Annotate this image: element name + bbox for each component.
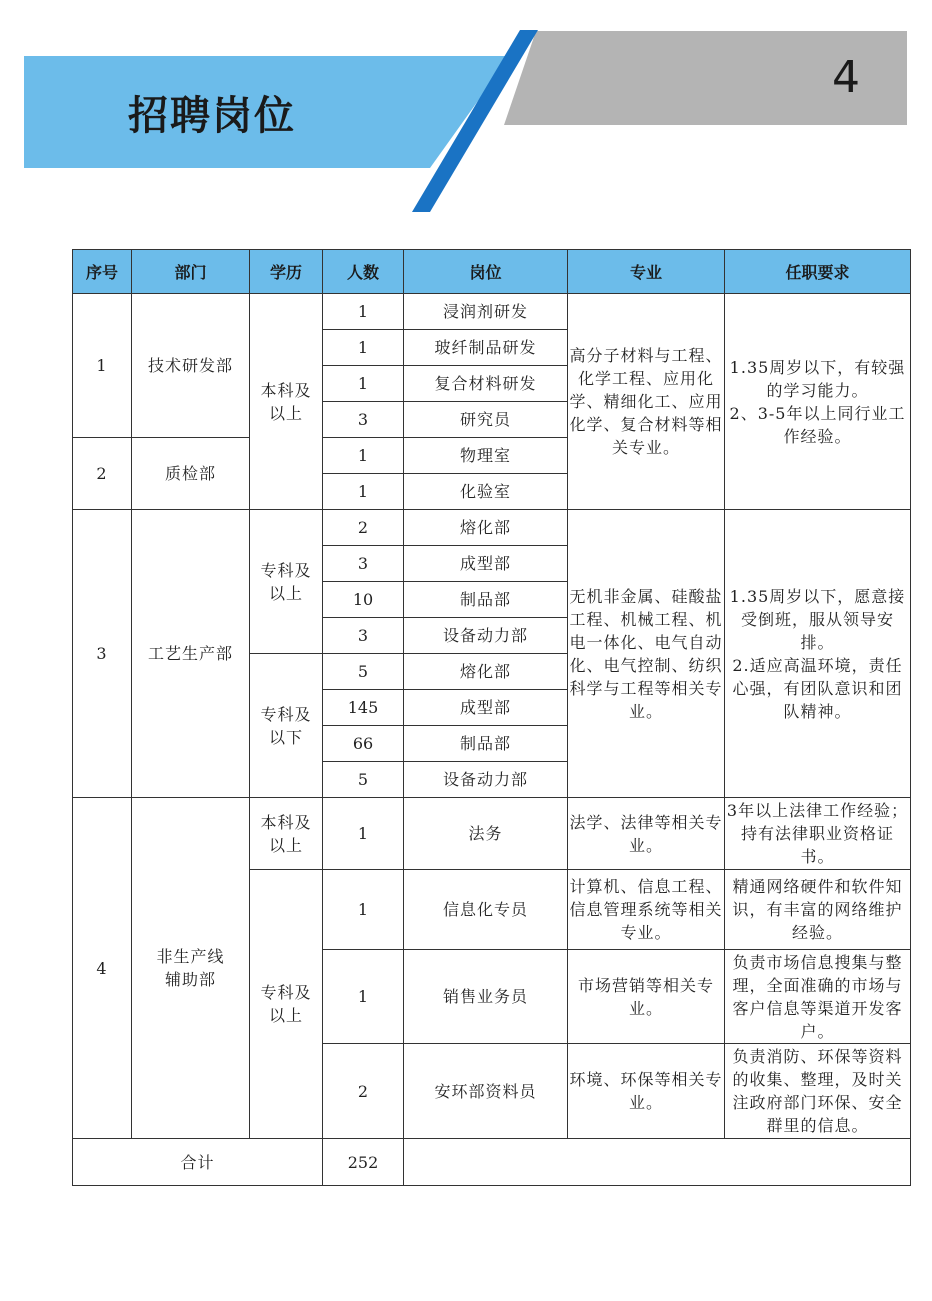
- recruitment-table: [72, 249, 911, 1186]
- seq-cell: 2: [73, 438, 132, 510]
- post-cell: 复合材料研发: [404, 366, 568, 402]
- post-cell: 熔化部: [404, 654, 568, 690]
- table-header-row: [73, 250, 911, 294]
- count-cell: 10: [323, 582, 404, 618]
- count-cell: 1: [323, 798, 404, 870]
- count-cell: 66: [323, 726, 404, 762]
- post-cell: 信息化专员: [404, 870, 568, 950]
- header-major: 专业: [568, 250, 725, 294]
- post-cell: 法务: [404, 798, 568, 870]
- count-cell: 3: [323, 546, 404, 582]
- post-cell: 物理室: [404, 438, 568, 474]
- post-cell: 熔化部: [404, 510, 568, 546]
- page-title: 招聘岗位: [128, 93, 296, 139]
- req-cell: 负责消防、环保等资料的收集、整理，及时关注政府部门环保、安全群里的信息。: [725, 1044, 911, 1139]
- edu-cell: 专科及以上: [250, 870, 323, 1139]
- count-cell: 145: [323, 690, 404, 726]
- count-cell: 1: [323, 438, 404, 474]
- req-cell: 精通网络硬件和软件知识，有丰富的网络维护经验。: [725, 870, 911, 950]
- dept-cell: 质检部: [132, 438, 250, 510]
- post-cell: 浸润剂研发: [404, 294, 568, 330]
- header-dept: 部门: [132, 250, 250, 294]
- count-cell: 1: [323, 870, 404, 950]
- page-number: 4: [832, 52, 860, 103]
- table-total-row: [73, 1139, 911, 1186]
- req-cell: 1.35周岁以下，愿意接受倒班，服从领导安排。 2.适应高温环境，责任心强，有团队意识和团队精神。: [725, 510, 911, 798]
- count-cell: 1: [323, 950, 404, 1044]
- count-cell: 2: [323, 510, 404, 546]
- post-cell: 成型部: [404, 546, 568, 582]
- post-cell: 制品部: [404, 726, 568, 762]
- edu-cell: 专科及以下: [250, 654, 323, 798]
- dept-cell: 技术研发部: [132, 294, 250, 438]
- post-cell: 销售业务员: [404, 950, 568, 1044]
- header-banner: [0, 0, 932, 230]
- seq-cell: 1: [73, 294, 132, 438]
- table-row: [73, 798, 911, 870]
- edu-cell: 专科及以上: [250, 510, 323, 654]
- major-cell: 法学、法律等相关专业。: [568, 798, 725, 870]
- header-seq: 序号: [73, 250, 132, 294]
- table-row: [73, 294, 911, 330]
- count-cell: 2: [323, 1044, 404, 1139]
- header-post: 岗位: [404, 250, 568, 294]
- edu-cell: 本科及以上: [250, 294, 323, 510]
- major-cell: 环境、环保等相关专业。: [568, 1044, 725, 1139]
- dept-cell: 工艺生产部: [132, 510, 250, 798]
- edu-cell: 本科及以上: [250, 798, 323, 870]
- req-cell: 3年以上法律工作经验；持有法律职业资格证书。: [725, 798, 911, 870]
- seq-cell: 3: [73, 510, 132, 798]
- post-cell: 安环部资料员: [404, 1044, 568, 1139]
- count-cell: 1: [323, 474, 404, 510]
- count-cell: 5: [323, 762, 404, 798]
- count-cell: 1: [323, 294, 404, 330]
- post-cell: 研究员: [404, 402, 568, 438]
- major-cell: 高分子材料与工程、化学工程、应用化学、精细化工、应用化学、复合材料等相关专业。: [568, 294, 725, 510]
- count-cell: 1: [323, 366, 404, 402]
- header-req: 任职要求: [725, 250, 911, 294]
- post-cell: 设备动力部: [404, 762, 568, 798]
- post-cell: 化验室: [404, 474, 568, 510]
- major-cell: 无机非金属、硅酸盐工程、机械工程、机电一体化、电气自动化、电气控制、纺织科学与工程等相关专业。: [568, 510, 725, 798]
- table-row: [73, 510, 911, 546]
- header-edu: 学历: [250, 250, 323, 294]
- post-cell: 玻纤制品研发: [404, 330, 568, 366]
- post-cell: 设备动力部: [404, 618, 568, 654]
- total-count: 252: [323, 1139, 404, 1186]
- count-cell: 3: [323, 402, 404, 438]
- post-cell: 成型部: [404, 690, 568, 726]
- total-label: 合计: [73, 1139, 323, 1186]
- total-empty: [404, 1139, 911, 1186]
- seq-cell: 4: [73, 798, 132, 1139]
- post-cell: 制品部: [404, 582, 568, 618]
- count-cell: 5: [323, 654, 404, 690]
- major-cell: 计算机、信息工程、信息管理系统等相关专业。: [568, 870, 725, 950]
- dept-cell: 非生产线辅助部: [132, 798, 250, 1139]
- req-cell: 1.35周岁以下，有较强的学习能力。 2、3-5年以上同行业工作经验。: [725, 294, 911, 510]
- req-cell: 负责市场信息搜集与整理，全面准确的市场与客户信息等渠道开发客户。: [725, 950, 911, 1044]
- count-cell: 1: [323, 330, 404, 366]
- major-cell: 市场营销等相关专业。: [568, 950, 725, 1044]
- count-cell: 3: [323, 618, 404, 654]
- header-count: 人数: [323, 250, 404, 294]
